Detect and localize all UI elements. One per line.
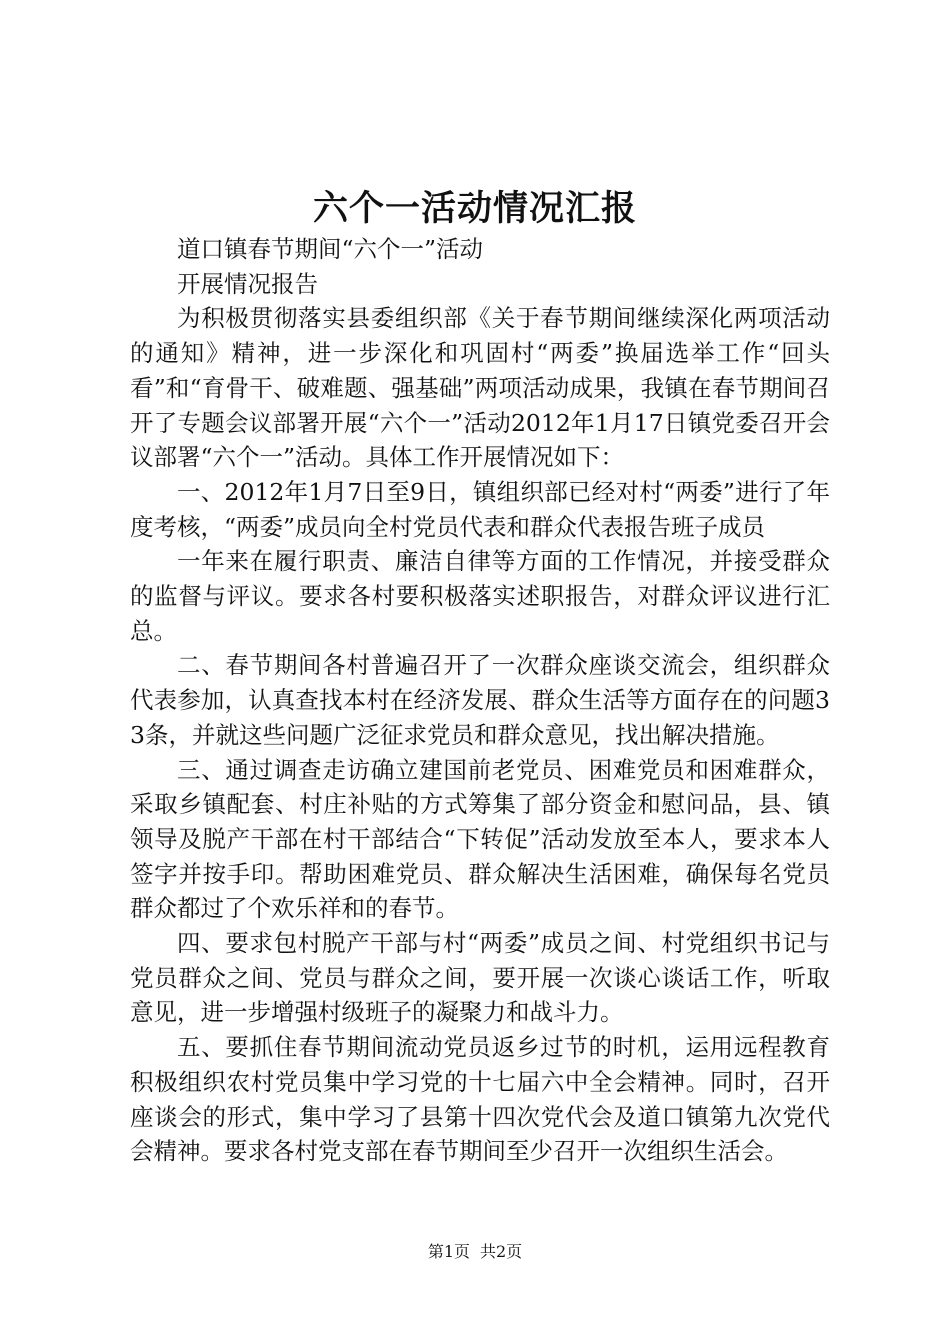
paragraph-item-2: 二、春节期间各村普遍召开了一次群众座谈交流会，组织群众代表参加，认真查找本村在经济发展、群众生活等方面存在的问题33条，并就这些问题广泛征求党员和群众意见，找出解决措施。 <box>130 651 830 749</box>
paragraph-intro: 为积极贯彻落实县委组织部《关于春节期间继续深化两项活动的通知》精神，进一步深化和巩固村“两委”换届选举工作“回头看”和“育骨干、破难题、强基础”两项活动成果，我镇在春节期间召开了专题会议部署开展“六个一”活动2012年1月17日镇党委召开会议部署“六个一”活动。具体工作开展情况如下： <box>130 304 830 472</box>
document-title: 六个一活动情况汇报 <box>312 189 637 229</box>
paragraph-subtitle-line-1: 道口镇春节期间“六个一”活动 <box>177 235 484 263</box>
page-footer <box>0 1240 950 1264</box>
page-number: 第1页 <box>427 1242 470 1261</box>
page-total: 共2页 <box>480 1242 523 1261</box>
document-body <box>130 232 830 1169</box>
paragraph-item-4: 四、要求包村脱产干部与村“两委”成员之间、村党组织书记与党员群众之间、党员与群众之间，要开展一次谈心谈话工作，听取意见，进一步增强村级班子的凝聚力和战斗力。 <box>130 929 830 1027</box>
paragraph-item-3: 三、通过调查走访确立建国前老党员、困难党员和困难群众，采取乡镇配套、村庄补贴的方式筹集了部分资金和慰问品，县、镇领导及脱产干部在村干部结合“下转促”活动发放至本人，要求本人签字并按手印。帮助困难党员、群众解决生活困难，确保每名党员群众都过了个欢乐祥和的春节。 <box>130 755 830 923</box>
paragraph-item-1: 一、2012年1月7日至9日，镇组织部已经对村“两委”进行了年度考核，“两委”成员向全村党员代表和群众代表报告班子成员 <box>130 477 830 541</box>
paragraph-item-5: 五、要抓住春节期间流动党员返乡过节的时机，运用远程教育积极组织农村党员集中学习党的十七届六中全会精神。同时，召开座谈会的形式，集中学习了县第十四次党代会及道口镇第九次党代会精神。要求各村党支部在春节期间至少召开一次组织生活会。 <box>130 1033 830 1166</box>
paragraph-subtitle-line-2: 开展情况报告 <box>177 269 318 298</box>
paragraph-item-1-continued: 一年来在履行职责、廉洁自律等方面的工作情况，并接受群众的监督与评议。要求各村要积极落实述职报告，对群众评议进行汇总。 <box>130 547 830 645</box>
